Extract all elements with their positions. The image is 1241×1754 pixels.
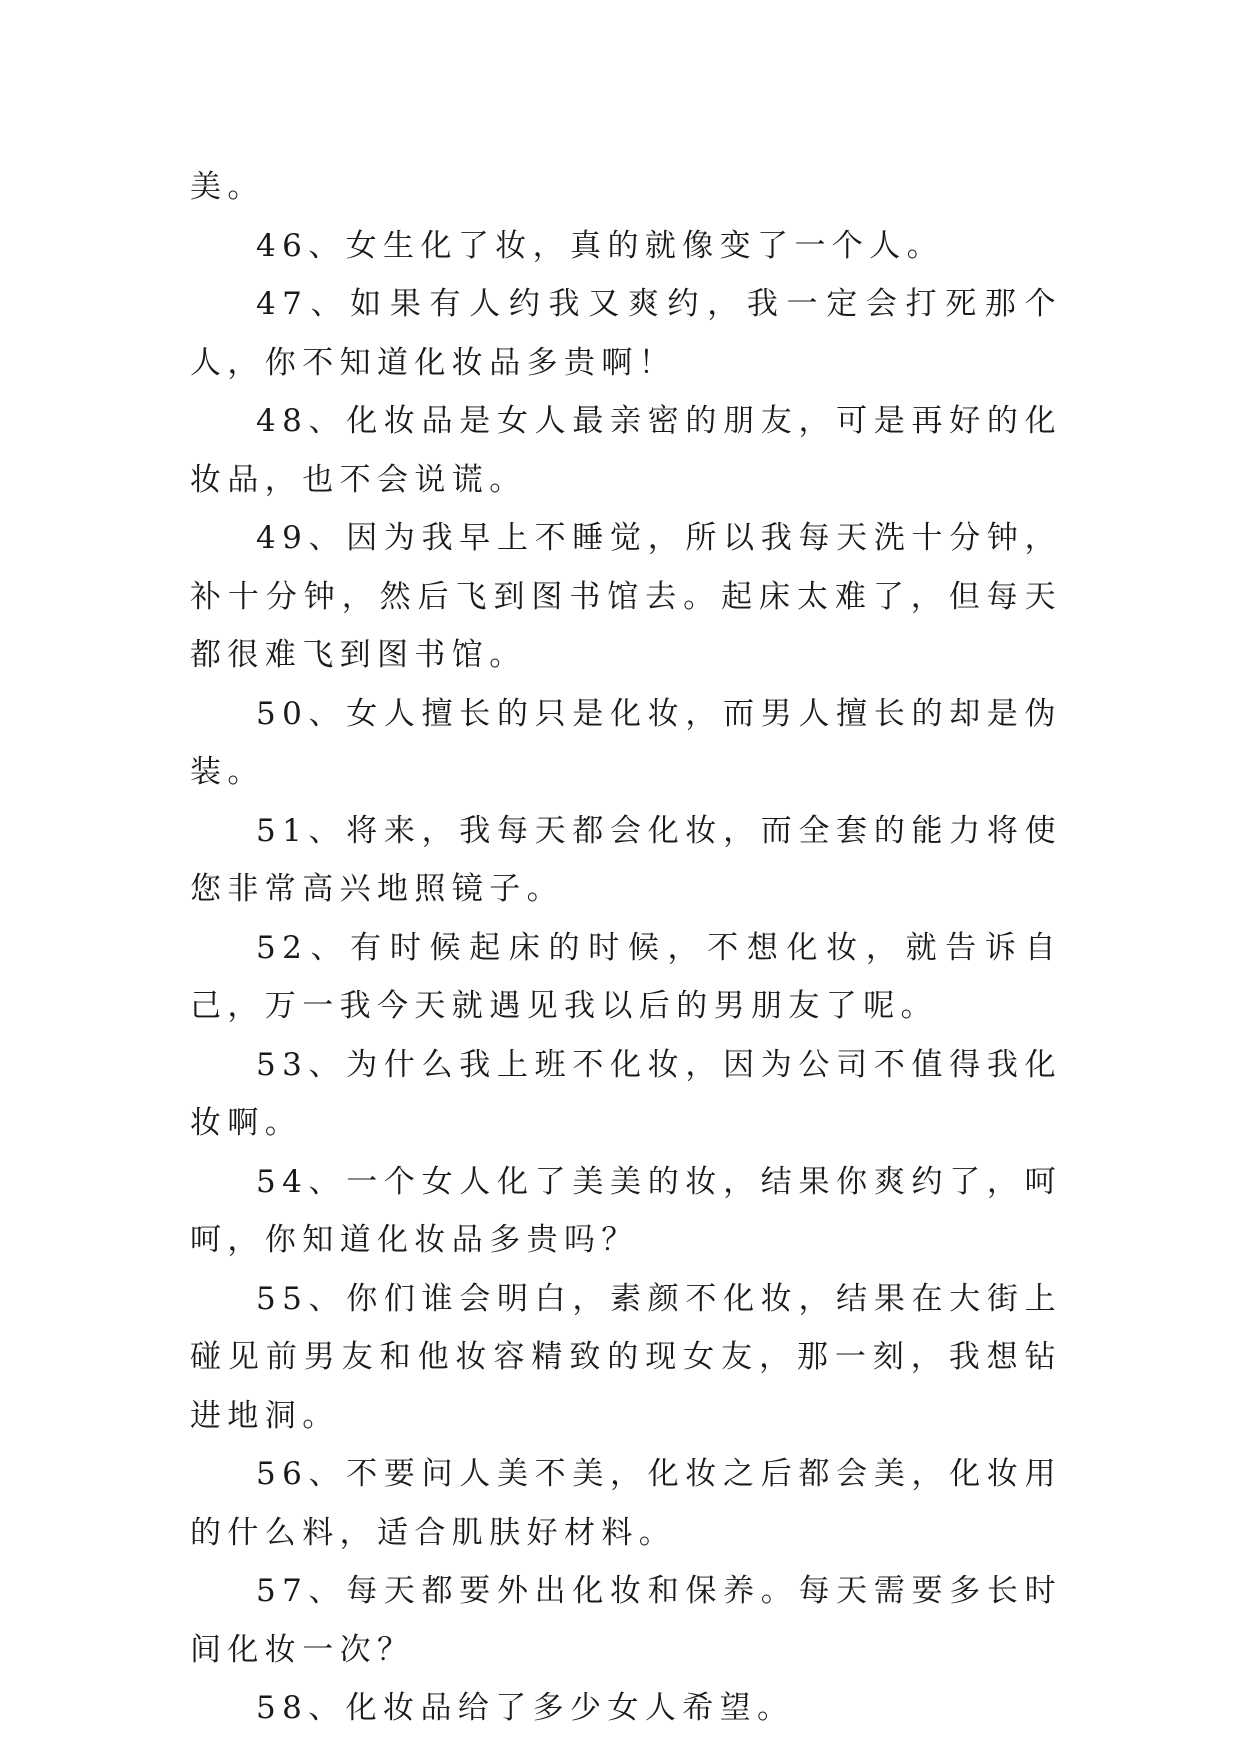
paragraph-58: 58、化妆品给了多少女人希望。 [256,1690,795,1726]
document-body [190,158,1062,1738]
paragraph-continuation: 美。 [190,169,265,205]
paragraph-53: 53、为什么我上班不化妆，因为公司不值得我化妆啊。 [190,1046,1062,1141]
paragraph-48: 48、化妆品是女人最亲密的朋友，可是再好的化妆品，也不会说谎。 [190,403,1062,498]
paragraph-57: 57、每天都要外出化妆和保养。每天需要多长时间化妆一次？ [190,1573,1062,1668]
paragraph-50: 50、女人擅长的只是化妆，而男人擅长的却是伪装。 [190,695,1062,790]
paragraph-56: 56、不要问人美不美，化妆之后都会美，化妆用的什么料，适合肌肤好材料。 [190,1456,1062,1551]
paragraph-54: 54、一个女人化了美美的妆，结果你爽约了，呵呵，你知道化妆品多贵吗？ [190,1163,1062,1258]
paragraph-49: 49、因为我早上不睡觉，所以我每天洗十分钟，补十分钟，然后飞到图书馆去。起床太难了，但每天都很难飞到图书馆。 [190,520,1062,673]
paragraph-55: 55、你们谁会明白，素颜不化妆，结果在大街上碰见前男友和他妆容精致的现女友，那一刻，我想钻进地洞。 [190,1280,1062,1434]
paragraph-46: 46、女生化了妆，真的就像变了一个人。 [256,227,945,264]
paragraph-51: 51、将来，我每天都会化妆，而全套的能力将使您非常高兴地照镜子。 [190,812,1062,907]
paragraph-52: 52、有时候起床的时候，不想化妆，就告诉自己，万一我今天就遇见我以后的男朋友了呢。 [190,929,1062,1024]
paragraph-47: 47、如果有人约我又爽约，我一定会打死那个人，你不知道化妆品多贵啊！ [190,286,1062,381]
